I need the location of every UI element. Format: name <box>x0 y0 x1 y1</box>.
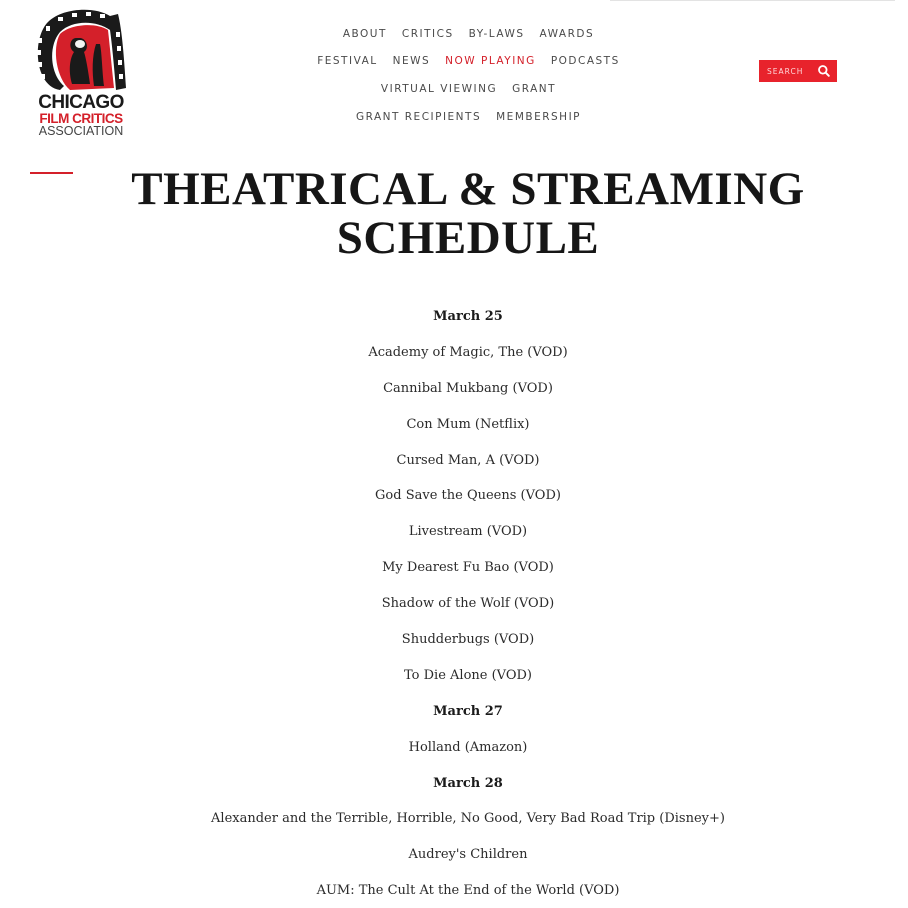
schedule-film-item: Alexander and the Terrible, Horrible, No Good, Very Bad Road Trip (Disney+) <box>211 811 725 827</box>
nav-item-by-laws[interactable]: BY-LAWS <box>468 27 525 40</box>
nav-item-podcasts[interactable]: PODCASTS <box>550 55 620 68</box>
schedule-film-item: God Save the Queens (VOD) <box>375 488 561 504</box>
search-form <box>759 60 837 82</box>
nav-item-membership[interactable]: MEMBERSHIP <box>496 110 582 123</box>
nav-row <box>250 48 687 76</box>
schedule-film-item: Shadow of the Wolf (VOD) <box>381 596 555 612</box>
schedule-film-item: Livestream (VOD) <box>408 524 528 540</box>
schedule-date-heading: March 25 <box>433 309 503 324</box>
schedule-film-item: To Die Alone (VOD) <box>404 667 532 683</box>
nav-item-grant[interactable]: GRANT <box>512 82 557 95</box>
nav-row <box>250 75 687 103</box>
search-icon <box>817 64 831 78</box>
logo-text-chicago: CHICAGO <box>38 92 124 113</box>
site-logo[interactable] <box>30 8 132 136</box>
nav-item-festival[interactable]: FESTIVAL <box>317 55 378 68</box>
nav-item-now-playing[interactable]: NOW PLAYING <box>445 55 536 68</box>
schedule-film-item: Academy of Magic, The (VOD) <box>368 344 568 360</box>
schedule-film-item: Shudderbugs (VOD) <box>401 632 535 648</box>
page-title: THEATRICAL & STREAMING SCHEDULE <box>131 163 805 264</box>
top-divider <box>610 0 895 1</box>
nav-row <box>250 103 687 131</box>
film-reel-logo-icon <box>30 8 130 98</box>
schedule-list <box>0 299 908 908</box>
logo-text-film-critics: FILM CRITICS <box>39 111 123 126</box>
schedule-film-item: Holland (Amazon) <box>408 739 528 755</box>
schedule-film-item: Con Mum (Netflix) <box>406 416 530 432</box>
schedule-film-item: My Dearest Fu Bao (VOD) <box>382 560 554 576</box>
main-navigation <box>250 20 687 130</box>
nav-row <box>250 20 687 48</box>
nav-item-critics[interactable]: CRITICS <box>401 27 454 40</box>
nav-item-grant-recipients[interactable]: GRANT RECIPIENTS <box>355 110 482 123</box>
nav-item-awards[interactable]: AWARDS <box>539 27 595 40</box>
logo-text-association: ASSOCIATION <box>38 124 124 138</box>
schedule-film-item: Audrey's Children <box>408 847 528 863</box>
nav-item-news[interactable]: NEWS <box>392 55 431 68</box>
search-button[interactable] <box>817 64 831 78</box>
accent-divider <box>30 172 73 174</box>
schedule-film-item: Cursed Man, A (VOD) <box>396 452 540 468</box>
nav-item-about[interactable]: ABOUT <box>342 27 387 40</box>
nav-item-virtual-viewing[interactable]: VIRTUAL VIEWING <box>380 82 498 95</box>
schedule-date-heading: March 27 <box>433 703 503 719</box>
schedule-film-item: AUM: The Cult At the End of the World (VOD) <box>316 883 620 899</box>
search-input[interactable] <box>767 62 813 80</box>
schedule-film-item: Cannibal Mukbang (VOD) <box>383 380 553 396</box>
schedule-date-heading: March 28 <box>433 775 503 791</box>
